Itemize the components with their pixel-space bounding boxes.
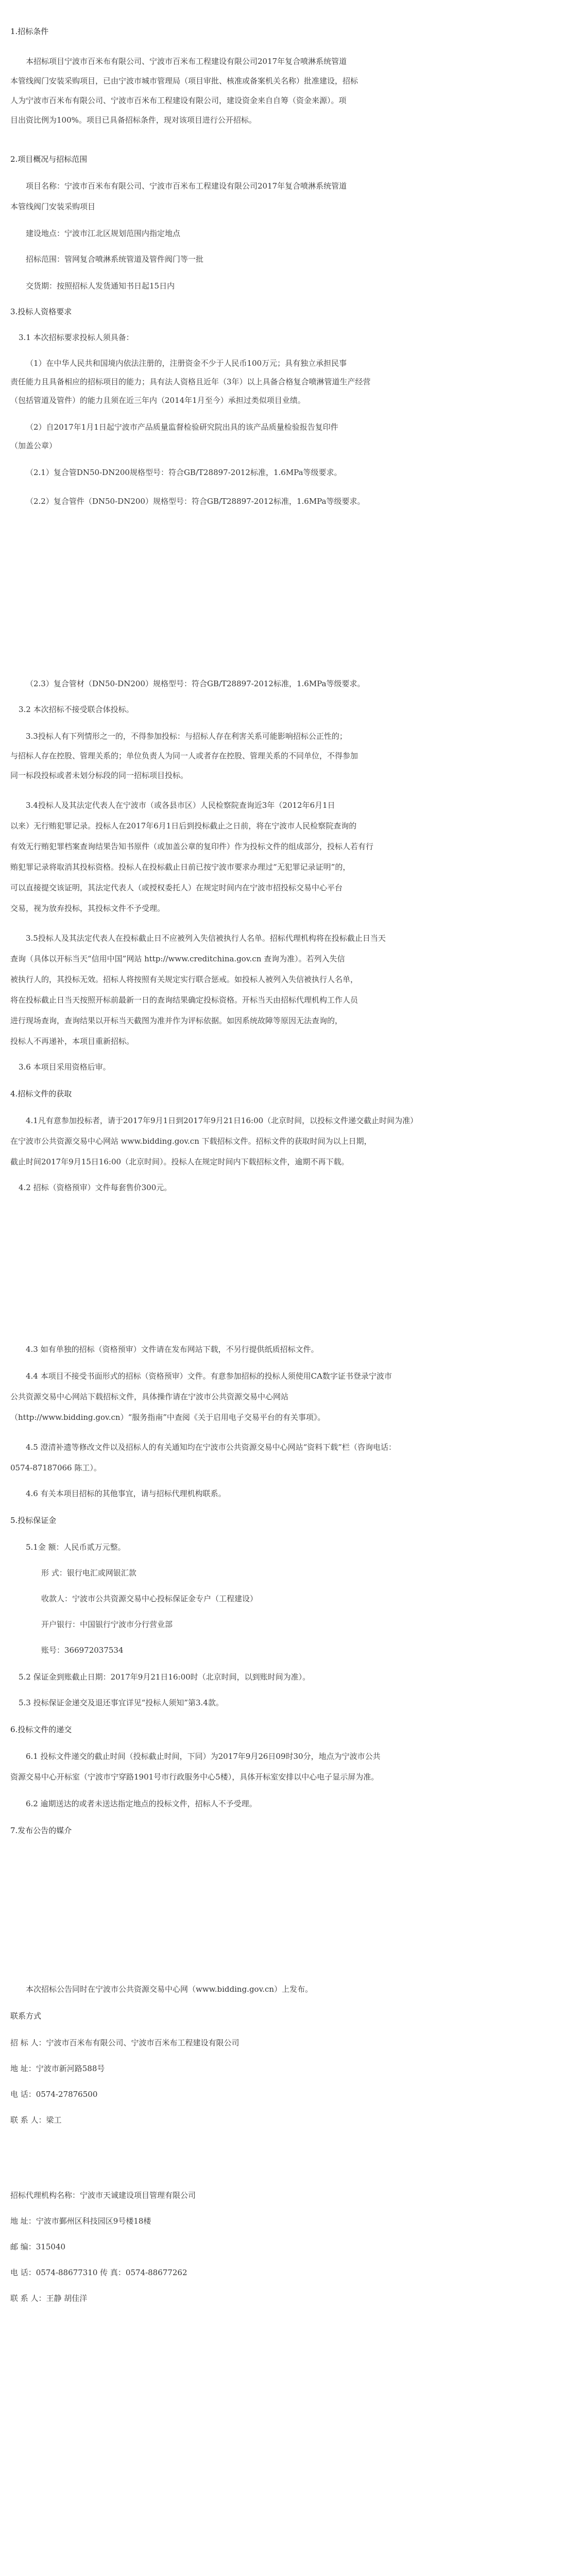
paragraph-line: 4.3 如有单独的招标（资格预审）文件请在发布网站下载，不另行提供纸质招标文件。 bbox=[26, 1345, 319, 1354]
contact-line: 电 话：0574-88677310 传 真：0574-88677262 bbox=[10, 2268, 187, 2277]
paragraph-line: 6.2 逾期送达的或者未送达指定地点的投标文件，招标人不予受理。 bbox=[26, 1799, 257, 1808]
contact-line: 联 系 人：王静 胡佳洋 bbox=[10, 2294, 88, 2303]
paragraph-line: 4.2 招标（资格预审）文件每套售价300元。 bbox=[19, 1183, 172, 1192]
paragraph-line: 投标人不再递补，本项目重新招标。 bbox=[10, 1037, 134, 1046]
paragraph-line: 以来）无行贿犯罪记录。投标人在2017年6月1日后到投标截止之日前，将在宁波市人民检察院查询的 bbox=[10, 821, 357, 831]
paragraph-line: 目出资比例为100%。项目已具备招标条件，现对该项目进行公开招标。 bbox=[10, 115, 256, 125]
paragraph-line: 公共资源交易中心网站下载招标文件，具体操作请在宁波市公共资源交易中心网站 bbox=[10, 1392, 289, 1401]
paragraph-line: 本次招标公告同时在宁波市公共资源交易中心网（www.bidding.gov.cn）上发布。 bbox=[26, 1985, 313, 1994]
section-title-1: 1.招标条件 bbox=[10, 27, 49, 36]
contact-line: 邮 编：315040 bbox=[10, 2242, 66, 2251]
paragraph-line: 3.2 本次招标不接受联合体投标。 bbox=[19, 705, 134, 714]
section-title-4: 4.招标文件的获取 bbox=[10, 1089, 72, 1098]
section-title-5: 5.投标保证金 bbox=[10, 1516, 57, 1525]
paragraph-line: 将在投标截止日当天按照开标前最新一日的查询结果确定投标资格。开标当天由招标代理机构工作人员 bbox=[10, 995, 358, 1005]
paragraph-line: 贿犯罪记录将取消其投标资格。投标人在投标截止日前已按宁波市要求办理过“无犯罪记录证明”的， bbox=[10, 862, 351, 872]
paragraph-line: 4.6 有关本项目招标的其他事宜，请与招标代理机构联系。 bbox=[26, 1489, 226, 1498]
paragraph-line: 3.4投标人及其法定代表人在宁波市（或各县市区）人民检察院查询近3年（2012年6月1日 bbox=[26, 801, 335, 810]
contact-line: 招标代理机构名称：宁波市天诚建设项目管理有限公司 bbox=[10, 2191, 196, 2200]
paragraph-line: 招标范围：管网复合喷淋系统管道及管件阀门等一批 bbox=[26, 255, 204, 264]
paragraph-line: 建设地点：宁波市江北区规划范围内指定地点 bbox=[26, 229, 181, 238]
paragraph-line: 开户银行：中国银行宁波市分行营业部 bbox=[41, 1620, 173, 1629]
paragraph-line: 在宁波市公共资源交易中心网站 www.bidding.gov.cn 下载招标文件。招标文件的获取时间为以上日期， bbox=[10, 1137, 372, 1146]
contact-title: 联系方式 bbox=[10, 2011, 42, 2021]
paragraph-line: 5.3 投标保证金递交及退还事宜详见“投标人须知”第3.4款。 bbox=[19, 1698, 224, 1707]
paragraph-line: 3.5投标人及其法定代表人在投标截止日不应被列入失信被执行人名单。招标代理机构将在投标截止日当天 bbox=[26, 934, 386, 943]
paragraph-line: 0574-87187066 陈工）。 bbox=[10, 1463, 101, 1472]
paragraph-line: 截止时间2017年9月15日16:00（北京时间）。投标人在规定时间内下载招标文件，逾期不再下载。 bbox=[10, 1157, 349, 1166]
paragraph-line: （1）在中华人民共和国境内依法注册的，注册资金不少于人民币100万元；具有独立承担民事 bbox=[26, 359, 347, 368]
contact-line: 联 系 人：梁工 bbox=[10, 2115, 62, 2125]
paragraph-line: 有效无行贿犯罪档案查询结果告知书原件（或加盖公章的复印件）作为投标文件的组成部分，投标人若有行 bbox=[10, 842, 374, 851]
paragraph-line: 同一标段投标或者未划分标段的同一招标项目投标。 bbox=[10, 771, 189, 780]
paragraph-line: 5.1金 额：人民币贰万元整。 bbox=[26, 1543, 126, 1552]
paragraph-line: （包括管道及管件）的能力且须在近三年内（2014年1月至今）承担过类似项目业绩。 bbox=[10, 396, 305, 405]
paragraph-line: 4.1凡有意参加投标者，请于2017年9月1日到2017年9月21日16:00（北京时间，以投标文件递交截止时间为准） bbox=[26, 1116, 418, 1125]
paragraph-line: （加盖公章） bbox=[10, 441, 57, 450]
section-title-7: 7.发布公告的媒介 bbox=[10, 1826, 72, 1835]
contact-line: 招 标 人：宁波市百米布有限公司、宁波市百米布工程建设有限公司 bbox=[10, 2038, 239, 2047]
paragraph-line: 3.3投标人有下列情形之一的，不得参加投标：与招标人存在利害关系可能影响招标公正性的； bbox=[26, 732, 347, 741]
paragraph-line: 可以直接提交该证明，其法定代表人（或授权委托人）在规定时间内在宁波市招投标交易中心平台 bbox=[10, 883, 343, 892]
section-title-3: 3.投标人资格要求 bbox=[10, 307, 72, 316]
paragraph-line: 4.5 澄清补遗等修改文件以及招标人的有关通知均在宁波市公共资源交易中心网站“资料下载”栏（咨询电话： bbox=[26, 1443, 396, 1452]
paragraph-line: 本招标项目宁波市百米布有限公司、宁波市百米布工程建设有限公司2017年复合喷淋系统管道 bbox=[26, 57, 347, 66]
paragraph-line: 本管线阀门安装采购项目 bbox=[10, 202, 96, 211]
paragraph-line: 本管线阀门安装采购项目，已由宁波市城市管理局（项目审批、核准或备案机关名称）批准建设，招标 bbox=[10, 76, 358, 86]
paragraph-line: （2.2）复合管件（DN50-DN200）规格型号：符合GB/T28897-2012标准，1.6MPa等级要求。 bbox=[26, 497, 365, 506]
paragraph-line: 交易，视为放弃投标，其投标文件不予受理。 bbox=[10, 904, 165, 913]
paragraph-line: 与招标人存在控股、管理关系的；单位负责人为同一人或者存在控股、管理关系的不同单位，不得参加 bbox=[10, 751, 358, 760]
paragraph-line: （2）自2017年1月1日起宁波市产品质量监督检验研究院出具的该产品质量检验报告复印件 bbox=[26, 422, 338, 432]
paragraph-line: （http://www.bidding.gov.cn）“服务指南”中查阅《关于启用电子交易平台的有关事项》。 bbox=[10, 1413, 326, 1422]
paragraph-line: （2.3）复合管材（DN50-DN200）规格型号：符合GB/T28897-2012标准，1.6MPa等级要求。 bbox=[26, 679, 365, 688]
paragraph-line: 账号：366972037534 bbox=[41, 1646, 124, 1655]
paragraph-line: 被执行人的，其投标无效。招标人将按照有关规定实行联合惩戒。如投标人被列入失信被执行人名单， bbox=[10, 975, 358, 984]
paragraph-line: 3.6 本项目采用资格后审。 bbox=[19, 1062, 111, 1072]
paragraph-line: 人为宁波市百米布有限公司、宁波市百米布工程建设有限公司，建设资金来自自筹（资金来源）。项 bbox=[10, 96, 347, 105]
section-title-2: 2.项目概况与招标范围 bbox=[10, 155, 88, 164]
section-title-6: 6.投标文件的递交 bbox=[10, 1725, 72, 1734]
contact-line: 地 址：宁波市新河路588号 bbox=[10, 2064, 105, 2073]
paragraph-line: 查询（具体以开标当天“信用中国”网站 http://www.creditchina.gov.cn 查询为准）。若列入失信 bbox=[10, 954, 345, 963]
paragraph-line: 进行现场查询，查询结果以开标当天截图为准并作为评标依据。如因系统故障等原因无法查询的， bbox=[10, 1016, 343, 1025]
paragraph-line: 资源交易中心开标室（宁波市宁穿路1901号市行政服务中心5楼），具体开标室安排以中心电子显示屏为准。 bbox=[10, 1772, 379, 1782]
paragraph-line: 形 式：银行电汇或网银汇款 bbox=[41, 1568, 136, 1578]
paragraph-line: （2.1）复合管DN50-DN200规格型号：符合GB/T28897-2012标准，1.6MPa等级要求。 bbox=[26, 468, 342, 477]
contact-line: 地 址：宁波市鄞州区科技园区9号楼18楼 bbox=[10, 2216, 151, 2226]
paragraph-line: 责任能力且具备相应的招标项目的能力；具有法人资格且近年（3年）以上具备合格复合喷淋管道生产经营 bbox=[10, 377, 371, 386]
paragraph-line: 4.4 本项目不接受书面形式的招标（资格预审）文件。有意参加招标的投标人须使用CA数字证书登录宁波市 bbox=[26, 1371, 392, 1381]
paragraph-line: 交货期：按照招标人发货通知书日起15日内 bbox=[26, 281, 175, 291]
contact-line: 电 话：0574-27876500 bbox=[10, 2090, 98, 2099]
paragraph-line: 5.2 保证金到账截止日期：2017年9月21日16:00时（北京时间，以到账时间为准）。 bbox=[19, 1672, 311, 1682]
paragraph-line: 收款人：宁波市公共资源交易中心投标保证金专户（工程建设） bbox=[41, 1594, 258, 1603]
paragraph-line: 项目名称：宁波市百米布有限公司、宁波市百米布工程建设有限公司2017年复合喷淋系统管道 bbox=[26, 181, 347, 191]
paragraph-line: 3.1 本次招标要求投标人须具备： bbox=[19, 333, 134, 342]
paragraph-line: 6.1 投标文件递交的截止时间（投标截止时间，下同）为2017年9月26日09时30分，地点为宁波市公共 bbox=[26, 1752, 381, 1761]
